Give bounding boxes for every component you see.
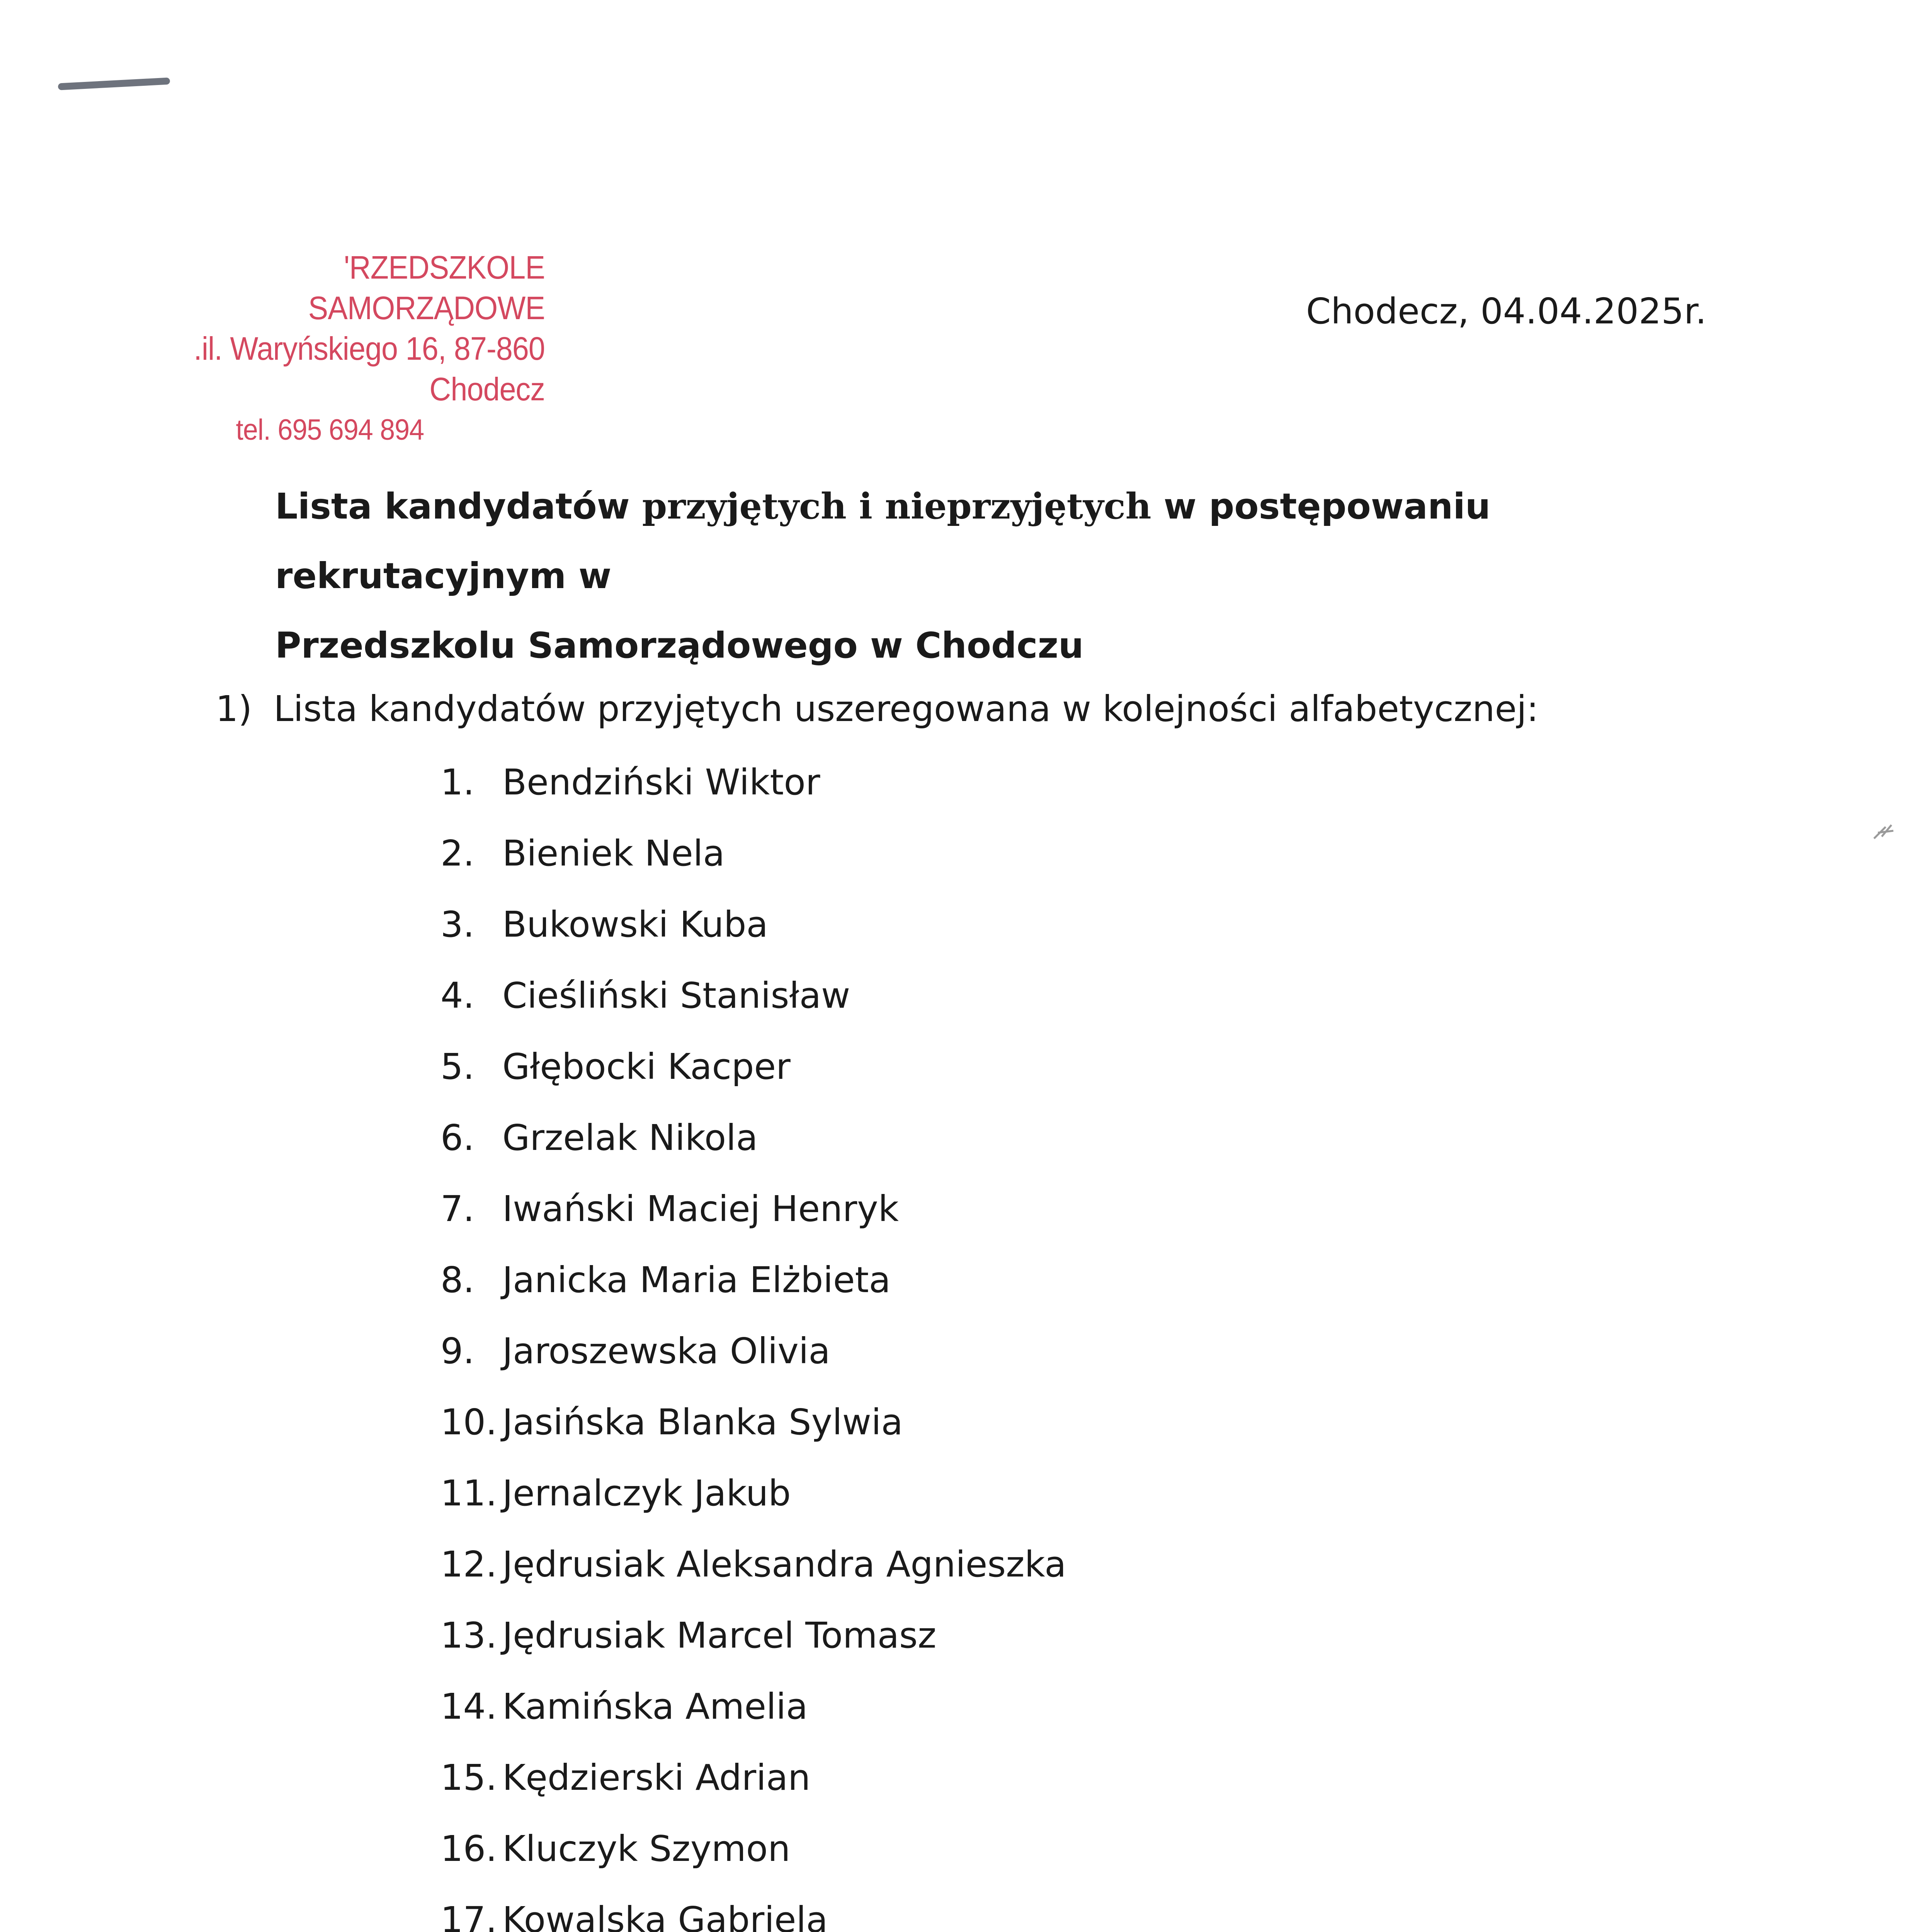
candidate-number: 9. (440, 1330, 474, 1372)
section-heading (216, 688, 1539, 730)
title-part-2: przyjętych i nieprzyjętych (642, 485, 1151, 527)
candidate-name: Bieniek Nela (502, 833, 725, 874)
candidate-name: Jaroszewska Olivia (502, 1330, 830, 1372)
title-line-1 (275, 471, 1782, 611)
scan-speck (1870, 819, 1897, 842)
title-line-2: Przedszkolu Samorządowego w Chodczu (275, 625, 1084, 666)
candidate-item (440, 761, 1066, 832)
candidate-item (440, 1757, 1066, 1828)
candidate-number: 13. (440, 1615, 497, 1656)
candidate-name: Grzelak Nikola (502, 1117, 758, 1158)
candidate-item (440, 975, 1066, 1046)
candidate-name: Jędrusiak Aleksandra Agnieszka (502, 1544, 1066, 1585)
candidate-item (440, 832, 1066, 903)
candidate-name: Jędrusiak Marcel Tomasz (502, 1615, 937, 1656)
candidate-number: 8. (440, 1259, 474, 1301)
candidate-number: 4. (440, 975, 474, 1016)
section-heading-text: Lista kandydatów przyjętych uszeregowana w kolejności alfabetycznej: (274, 688, 1539, 730)
candidate-item (440, 1472, 1066, 1543)
candidate-name: Kamińska Amelia (502, 1686, 808, 1727)
candidate-name: Bendziński Wiktor (502, 762, 820, 803)
candidate-item (440, 1046, 1066, 1117)
candidate-number: 1. (440, 762, 474, 803)
candidate-item (440, 1685, 1066, 1757)
candidate-number: 11. (440, 1473, 497, 1514)
candidate-name: Jasińska Blanka Sylwia (502, 1401, 903, 1443)
section-number: 1) (216, 688, 252, 730)
candidate-number: 10. (440, 1401, 497, 1443)
scan-mark (58, 77, 170, 90)
document-date: Chodecz, 04.04.2025r. (1306, 291, 1707, 332)
document-title (275, 471, 1782, 680)
stamp-line-address: .il. Waryńskiego 16, 87-860 Chodecz (194, 330, 545, 407)
title-part-3: w postępowaniu rekrutacyjnym w (275, 486, 1491, 597)
stamp-line-name: 'RZEDSZKOLE SAMORZĄDOWE (308, 249, 545, 326)
candidate-item (440, 1401, 1066, 1472)
candidate-item (440, 1614, 1066, 1685)
candidate-number: 15. (440, 1757, 497, 1798)
institution-stamp (133, 247, 545, 450)
candidate-number: 3. (440, 904, 474, 945)
candidate-name: Iwański Maciej Henryk (502, 1188, 899, 1230)
candidate-number: 5. (440, 1046, 474, 1087)
candidate-name: Głębocki Kacper (502, 1046, 791, 1087)
candidate-item (440, 1188, 1066, 1259)
candidate-number: 7. (440, 1188, 474, 1230)
candidate-item (440, 903, 1066, 975)
candidate-name: Kluczyk Szymon (502, 1828, 791, 1869)
candidate-name: Bukowski Kuba (502, 904, 768, 945)
candidate-item (440, 1117, 1066, 1188)
title-part-1: Lista kandydatów (275, 486, 642, 527)
candidate-number: 14. (440, 1686, 497, 1727)
stamp-line-phone: tel. 695 694 894 (236, 413, 424, 446)
candidate-number: 6. (440, 1117, 474, 1158)
candidate-item (440, 1330, 1066, 1401)
candidate-number: 2. (440, 833, 474, 874)
candidate-name: Jernalczyk Jakub (502, 1473, 791, 1514)
candidate-name: Cieśliński Stanisław (502, 975, 850, 1016)
candidate-number: 16. (440, 1828, 497, 1869)
candidate-name: Kowalska Gabriela (502, 1899, 828, 1932)
candidate-item (440, 1543, 1066, 1614)
candidate-item (440, 1828, 1066, 1899)
candidate-item (440, 1899, 1066, 1932)
candidate-name: Kędzierski Adrian (502, 1757, 811, 1798)
candidate-number: 12. (440, 1544, 497, 1585)
candidate-list (440, 761, 1066, 1932)
candidate-name: Janicka Maria Elżbieta (502, 1259, 891, 1301)
candidate-item (440, 1259, 1066, 1330)
candidate-number: 17. (440, 1899, 497, 1932)
